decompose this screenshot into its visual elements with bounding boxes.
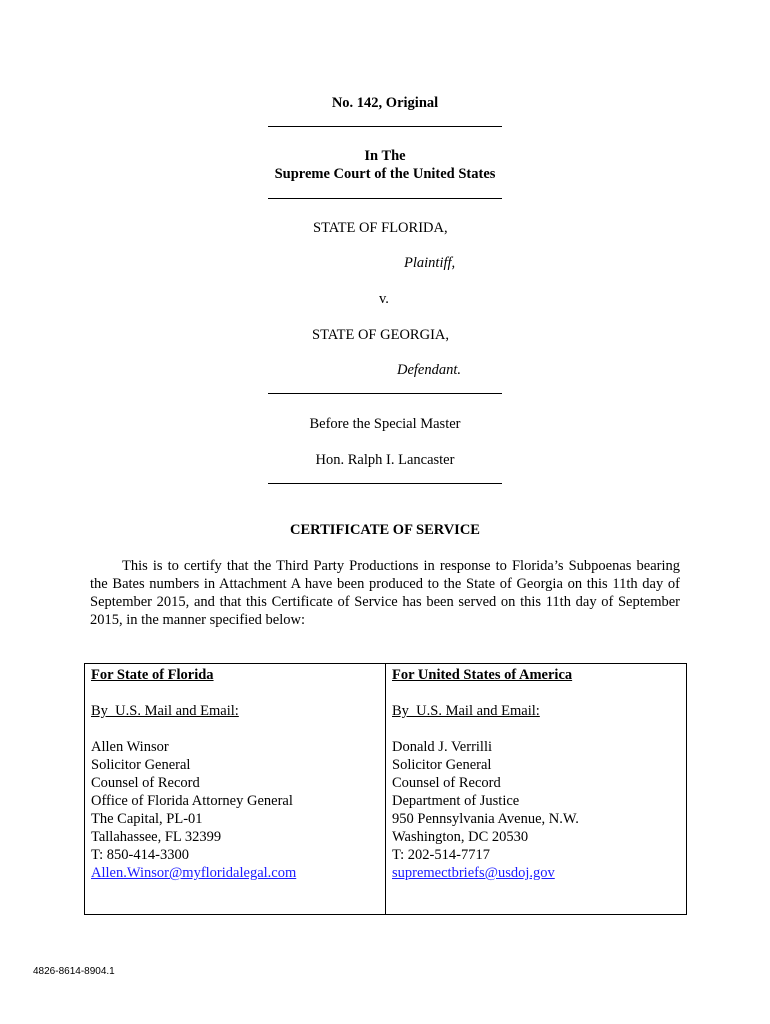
address-line: Solicitor General [91,757,191,773]
defendant-role: Defendant. [397,362,462,378]
divider [268,126,502,127]
service-table [84,663,687,915]
address-line: 950 Pennsylvania Avenue, N.W. [392,811,579,827]
address-line: Counsel of Record [392,775,501,791]
address-line: Department of Justice [392,793,520,809]
divider [268,483,502,484]
case-number: No. 142, Original [331,95,439,111]
address-line: T: 202-514-7717 [392,847,490,863]
court-line-1: In The [364,148,406,164]
address-line: Allen Winsor [91,739,169,755]
address-line: T: 850-414-3300 [91,847,189,863]
florida-address [91,738,379,882]
usa-service-cell [386,664,687,915]
before-special-master: Before the Special Master [309,416,461,432]
address-line: Washington, DC 20530 [392,829,529,845]
address-line: Solicitor General [392,757,492,773]
divider [268,393,502,394]
certificate-body: This is to certify that the Third Party Productions in response to Florida’s Subpoenas bearing the Bates numbers in Attachment A have been produced to the State of Georgia on this 11th day of September 2015, and that this Certificate of Service has been served on this 11th day of September 2015, in the manner specified below: [90,558,680,628]
court-line-2: Supreme Court of the United States [274,166,496,182]
address-line: Donald J. Verrilli [392,739,493,755]
defendant-name: STATE OF GEORGIA, [312,327,449,343]
address-line: The Capital, PL-01 [91,811,203,827]
florida-method: By U.S. Mail and Email: [91,703,239,719]
usa-email-link[interactable]: supremectbriefs@usdoj.gov [392,865,555,881]
florida-email-link[interactable]: Allen.Winsor@myfloridalegal.com [91,865,297,881]
address-line: Tallahassee, FL 32399 [91,829,222,845]
usa-method: By U.S. Mail and Email: [392,703,540,719]
versus: v. [379,291,389,307]
usa-address [392,738,680,882]
florida-service-cell [85,664,386,915]
plaintiff-role: Plaintiff, [404,255,456,271]
divider [268,198,502,199]
usa-heading: For United States of America [392,667,573,683]
florida-heading: For State of Florida [91,667,214,683]
plaintiff-name: STATE OF FLORIDA, [313,220,448,236]
special-master-name: Hon. Ralph I. Lancaster [315,452,455,468]
address-line: Office of Florida Attorney General [91,793,293,809]
address-line: Counsel of Record [91,775,200,791]
document-id-footer: 4826-8614-8904.1 [33,966,115,977]
document-title: CERTIFICATE OF SERVICE [290,522,480,538]
